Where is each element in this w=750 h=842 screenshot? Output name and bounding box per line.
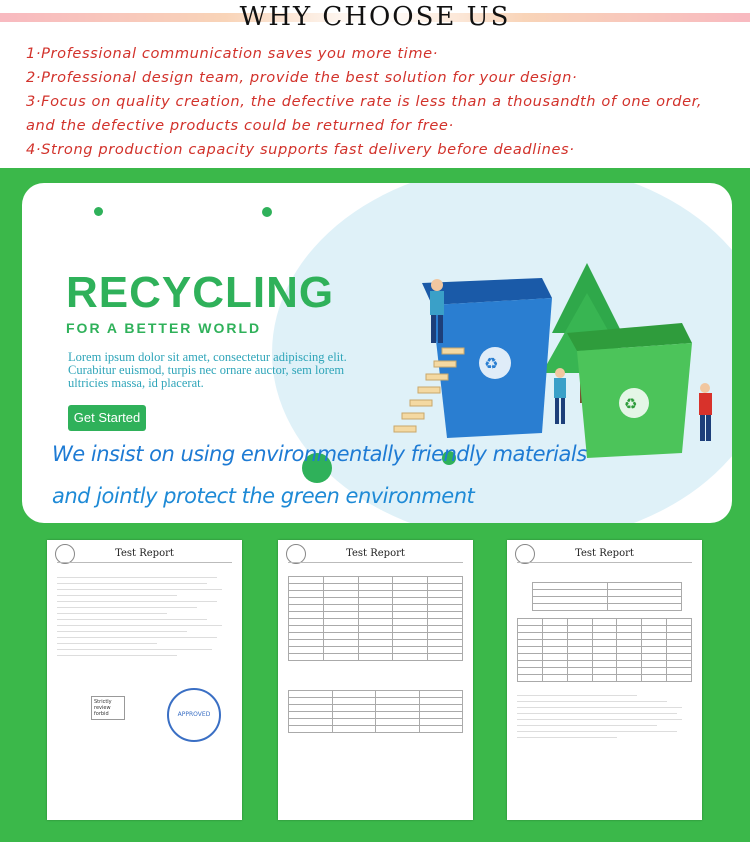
get-started-button[interactable]: Get Started [68, 405, 146, 431]
reason-item: 3·Focus on quality creation, the defective rate is less than a thousandth of one order, and the defective products could be returned for free· [26, 93, 703, 134]
divider [288, 562, 463, 563]
report-title: Test Report [346, 548, 405, 559]
strictly-note: Strictly review forbid [91, 696, 125, 720]
insist-line-2: and jointly protect the green environment [52, 484, 475, 508]
reason-item: 2·Professional design team, provide the best solution for your design· [26, 69, 578, 86]
page-title: WHY CHOOSE US [239, 2, 511, 32]
results-table [288, 576, 463, 661]
results-table [517, 618, 692, 682]
svg-text:♻: ♻ [624, 395, 638, 413]
reason-item: 4·Strong production capacity supports fast delivery before deadlines· [26, 141, 575, 158]
test-report-2 [278, 540, 473, 820]
decor-dot [94, 207, 103, 216]
approved-stamp: APPROVED [167, 688, 221, 742]
banner-title: RECYCLING [66, 268, 335, 317]
insist-line-1: We insist on using environmentally friendly materials [52, 442, 587, 466]
report-notes [517, 690, 692, 738]
person-right [699, 383, 712, 441]
report-body-lines [57, 572, 232, 656]
test-report-1 [47, 540, 242, 820]
recycling-illustration [392, 223, 722, 463]
banner-description: Lorem ipsum dolor sit amet, consectetur adipiscing elit. Curabitur euismod, turpis nec ornare auctor, sem lorem ultricies massa, id placerat. [68, 350, 347, 390]
decor-dot [262, 207, 272, 217]
banner-subtitle: FOR A BETTER WORLD [66, 320, 262, 336]
svg-text:♻: ♻ [484, 354, 499, 373]
report-title: Test Report [115, 548, 174, 559]
reason-item: 1·Professional communication saves you more time· [26, 45, 438, 62]
substances-table [288, 690, 463, 733]
sample-table [532, 582, 682, 611]
reasons-list [26, 42, 726, 162]
title-bar [0, 0, 750, 38]
test-report-3 [507, 540, 702, 820]
divider [517, 562, 692, 563]
divider [57, 562, 232, 563]
recycling-banner [22, 183, 732, 523]
report-title: Test Report [575, 548, 634, 559]
person-middle [554, 368, 566, 424]
